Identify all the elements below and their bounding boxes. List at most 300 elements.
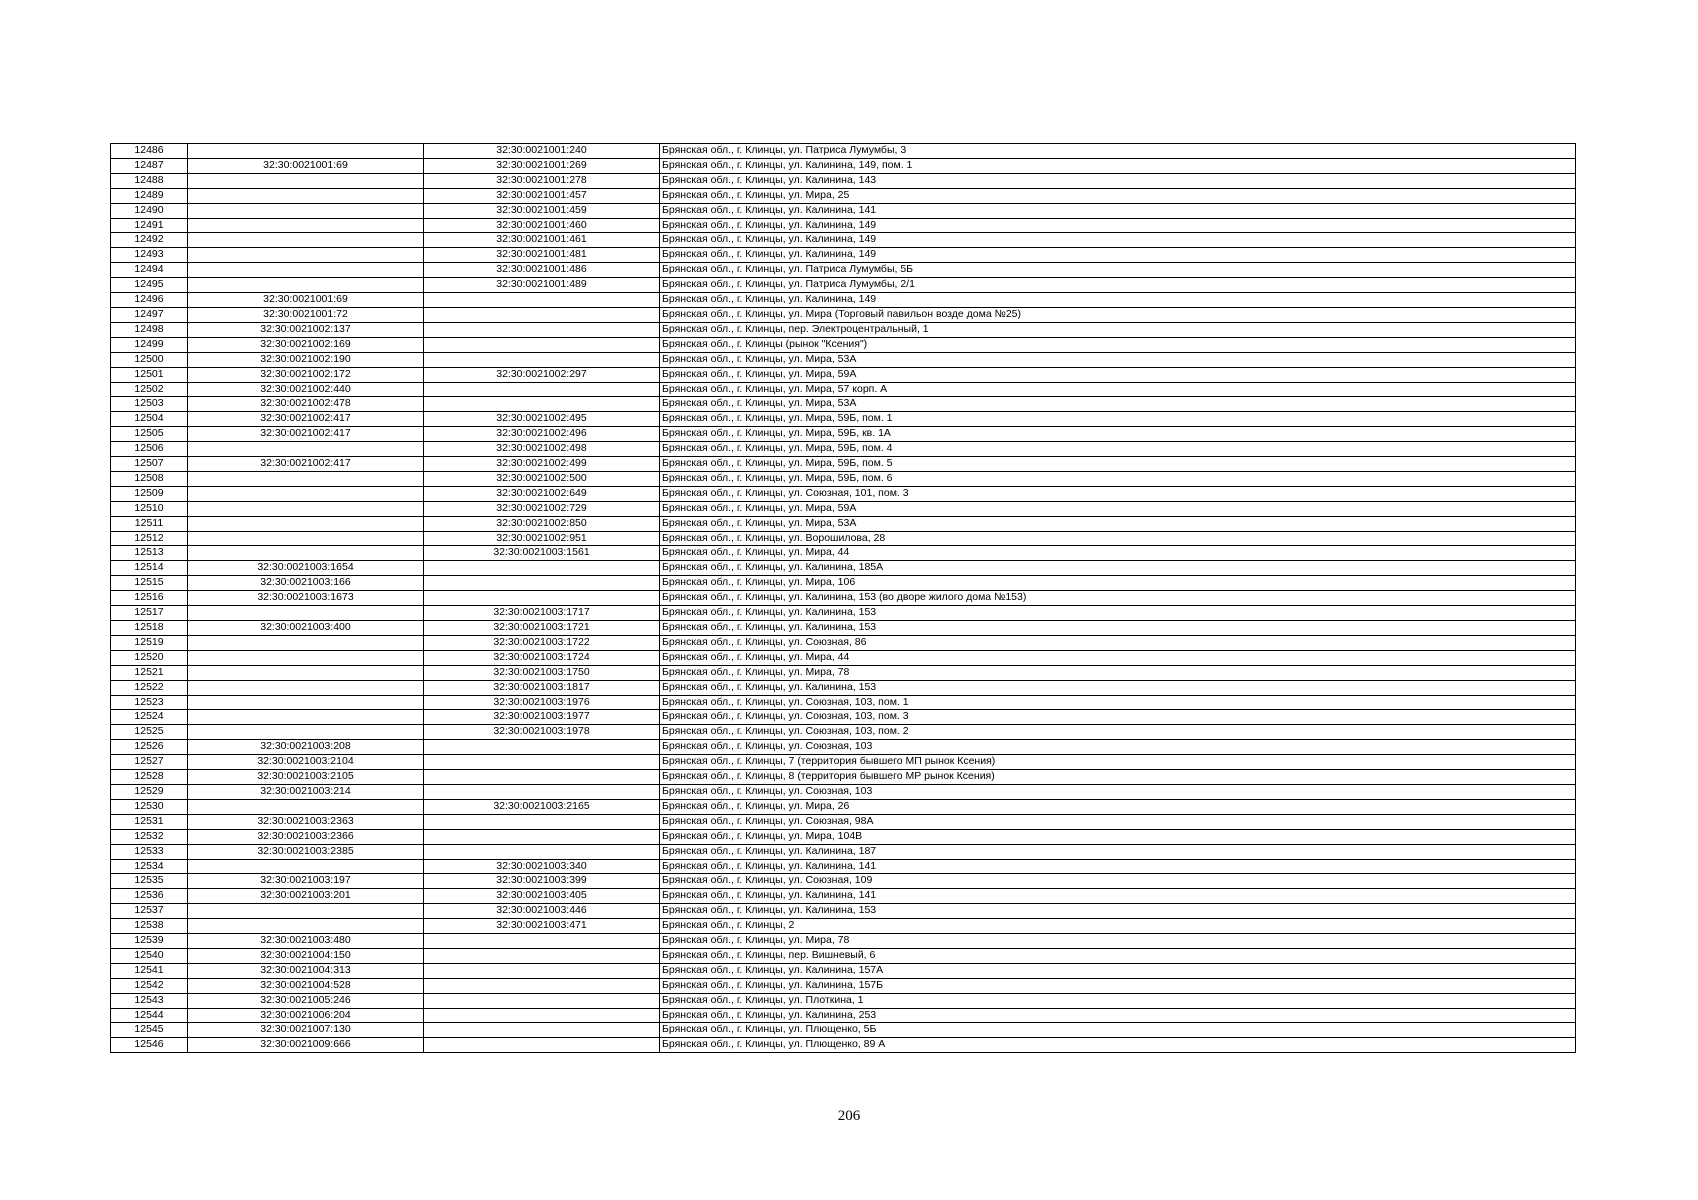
cadastral-object-cell: 32:30:0021003:1978 bbox=[424, 725, 660, 740]
table-row bbox=[111, 382, 1576, 397]
table-row bbox=[111, 158, 1576, 173]
cadastral-object-cell: 32:30:0021001:461 bbox=[424, 233, 660, 248]
cadastral-object-cell bbox=[424, 770, 660, 785]
address-cell: Брянская обл., г. Клинцы, ул. Калинина, 153 bbox=[660, 621, 1576, 636]
cadastral-number-cell bbox=[188, 516, 424, 531]
row-number-cell: 12537 bbox=[111, 904, 188, 919]
cadastral-number-cell bbox=[188, 248, 424, 263]
address-cell: Брянская обл., г. Клинцы, ул. Калинина, 153 bbox=[660, 606, 1576, 621]
row-number-cell: 12526 bbox=[111, 740, 188, 755]
address-cell: Брянская обл., г. Клинцы, ул. Союзная, 109 bbox=[660, 874, 1576, 889]
row-number-cell: 12494 bbox=[111, 263, 188, 278]
cadastral-object-cell: 32:30:0021002:850 bbox=[424, 516, 660, 531]
cadastral-object-cell: 32:30:0021003:405 bbox=[424, 889, 660, 904]
row-number-cell: 12521 bbox=[111, 665, 188, 680]
cadastral-number-cell: 32:30:0021003:166 bbox=[188, 576, 424, 591]
table-row bbox=[111, 486, 1576, 501]
cadastral-object-cell: 32:30:0021003:1717 bbox=[424, 606, 660, 621]
cadastral-number-cell bbox=[188, 471, 424, 486]
table-row bbox=[111, 322, 1576, 337]
cadastral-object-cell bbox=[424, 814, 660, 829]
address-cell: Брянская обл., г. Клинцы, ул. Калинина, 141 bbox=[660, 889, 1576, 904]
cadastral-object-cell: 32:30:0021002:649 bbox=[424, 486, 660, 501]
cadastral-number-cell bbox=[188, 665, 424, 680]
table-row bbox=[111, 591, 1576, 606]
row-number-cell: 12518 bbox=[111, 621, 188, 636]
cadastral-number-cell: 32:30:0021003:201 bbox=[188, 889, 424, 904]
address-cell: Брянская обл., г. Клинцы, ул. Мира, 53А bbox=[660, 397, 1576, 412]
row-number-cell: 12508 bbox=[111, 471, 188, 486]
cadastral-object-cell: 32:30:0021003:399 bbox=[424, 874, 660, 889]
address-cell: Брянская обл., г. Клинцы, ул. Калинина, 149 bbox=[660, 218, 1576, 233]
cadastral-object-cell bbox=[424, 934, 660, 949]
cadastral-number-cell bbox=[188, 546, 424, 561]
table-row bbox=[111, 203, 1576, 218]
table-row bbox=[111, 919, 1576, 934]
table-row bbox=[111, 412, 1576, 427]
row-number-cell: 12509 bbox=[111, 486, 188, 501]
address-cell: Брянская обл., г. Клинцы, ул. Мира, 25 bbox=[660, 188, 1576, 203]
table-row bbox=[111, 263, 1576, 278]
table-row bbox=[111, 978, 1576, 993]
cadastral-number-cell bbox=[188, 695, 424, 710]
address-cell: Брянская обл., г. Клинцы, ул. Мира, 59А bbox=[660, 501, 1576, 516]
cadastral-number-cell: 32:30:0021002:417 bbox=[188, 412, 424, 427]
row-number-cell: 12535 bbox=[111, 874, 188, 889]
cadastral-object-cell: 32:30:0021003:340 bbox=[424, 859, 660, 874]
table-row bbox=[111, 621, 1576, 636]
address-cell: Брянская обл., г. Клинцы, ул. Калинина, 187 bbox=[660, 844, 1576, 859]
table-row bbox=[111, 471, 1576, 486]
cadastral-object-cell bbox=[424, 829, 660, 844]
table-row bbox=[111, 606, 1576, 621]
cadastral-number-cell: 32:30:0021003:2363 bbox=[188, 814, 424, 829]
address-cell: Брянская обл., г. Клинцы, ул. Мира, 59Б, кв. 1А bbox=[660, 427, 1576, 442]
cadastral-number-cell bbox=[188, 173, 424, 188]
row-number-cell: 12501 bbox=[111, 367, 188, 382]
row-number-cell: 12534 bbox=[111, 859, 188, 874]
cadastral-object-cell bbox=[424, 293, 660, 308]
cadastral-number-cell bbox=[188, 799, 424, 814]
cadastral-object-cell: 32:30:0021003:1722 bbox=[424, 635, 660, 650]
row-number-cell: 12522 bbox=[111, 680, 188, 695]
address-cell: Брянская обл., г. Клинцы, 2 bbox=[660, 919, 1576, 934]
cadastral-object-cell: 32:30:0021002:951 bbox=[424, 531, 660, 546]
table-row bbox=[111, 144, 1576, 159]
registry-table bbox=[110, 143, 1576, 1053]
address-cell: Брянская обл., г. Клинцы, ул. Калинина, 149 bbox=[660, 248, 1576, 263]
address-cell: Брянская обл., г. Клинцы, ул. Мира, 26 bbox=[660, 799, 1576, 814]
cadastral-number-cell bbox=[188, 859, 424, 874]
cadastral-object-cell bbox=[424, 993, 660, 1008]
cadastral-number-cell: 32:30:0021003:1654 bbox=[188, 561, 424, 576]
cadastral-number-cell: 32:30:0021006:204 bbox=[188, 1008, 424, 1023]
row-number-cell: 12514 bbox=[111, 561, 188, 576]
row-number-cell: 12517 bbox=[111, 606, 188, 621]
cadastral-object-cell: 32:30:0021001:481 bbox=[424, 248, 660, 263]
table-row bbox=[111, 710, 1576, 725]
address-cell: Брянская обл., г. Клинцы, ул. Мира, 59А bbox=[660, 367, 1576, 382]
cadastral-object-cell bbox=[424, 397, 660, 412]
row-number-cell: 12540 bbox=[111, 948, 188, 963]
address-cell: Брянская обл., г. Клинцы, ул. Мира, 104В bbox=[660, 829, 1576, 844]
table-row bbox=[111, 1008, 1576, 1023]
address-cell: Брянская обл., г. Клинцы (рынок "Ксения") bbox=[660, 337, 1576, 352]
cadastral-number-cell bbox=[188, 144, 424, 159]
row-number-cell: 12536 bbox=[111, 889, 188, 904]
table-row bbox=[111, 784, 1576, 799]
row-number-cell: 12545 bbox=[111, 1023, 188, 1038]
cadastral-number-cell bbox=[188, 904, 424, 919]
cadastral-object-cell bbox=[424, 948, 660, 963]
row-number-cell: 12490 bbox=[111, 203, 188, 218]
address-cell: Брянская обл., г. Клинцы, ул. Калинина, 153 (во дворе жилого дома №153) bbox=[660, 591, 1576, 606]
row-number-cell: 12491 bbox=[111, 218, 188, 233]
cadastral-number-cell: 32:30:0021003:480 bbox=[188, 934, 424, 949]
row-number-cell: 12523 bbox=[111, 695, 188, 710]
row-number-cell: 12488 bbox=[111, 173, 188, 188]
table-row bbox=[111, 397, 1576, 412]
address-cell: Брянская обл., г. Клинцы, ул. Союзная, 103, пом. 2 bbox=[660, 725, 1576, 740]
row-number-cell: 12492 bbox=[111, 233, 188, 248]
row-number-cell: 12533 bbox=[111, 844, 188, 859]
cadastral-object-cell bbox=[424, 963, 660, 978]
cadastral-number-cell: 32:30:0021003:2104 bbox=[188, 755, 424, 770]
cadastral-object-cell bbox=[424, 561, 660, 576]
address-cell: Брянская обл., г. Клинцы, ул. Союзная, 103, пом. 1 bbox=[660, 695, 1576, 710]
cadastral-number-cell: 32:30:0021003:1673 bbox=[188, 591, 424, 606]
cadastral-object-cell: 32:30:0021002:729 bbox=[424, 501, 660, 516]
cadastral-number-cell bbox=[188, 725, 424, 740]
cadastral-object-cell bbox=[424, 576, 660, 591]
table-row bbox=[111, 889, 1576, 904]
row-number-cell: 12543 bbox=[111, 993, 188, 1008]
table-row bbox=[111, 993, 1576, 1008]
address-cell: Брянская обл., г. Клинцы, пер. Вишневый, 6 bbox=[660, 948, 1576, 963]
table-row bbox=[111, 188, 1576, 203]
cadastral-number-cell: 32:30:0021002:478 bbox=[188, 397, 424, 412]
row-number-cell: 12513 bbox=[111, 546, 188, 561]
cadastral-object-cell: 32:30:0021003:1721 bbox=[424, 621, 660, 636]
cadastral-number-cell bbox=[188, 218, 424, 233]
row-number-cell: 12507 bbox=[111, 457, 188, 472]
table-row bbox=[111, 963, 1576, 978]
cadastral-object-cell: 32:30:0021002:500 bbox=[424, 471, 660, 486]
row-number-cell: 12487 bbox=[111, 158, 188, 173]
cadastral-number-cell bbox=[188, 203, 424, 218]
address-cell: Брянская обл., г. Клинцы, ул. Мира, 44 bbox=[660, 650, 1576, 665]
row-number-cell: 12520 bbox=[111, 650, 188, 665]
cadastral-object-cell bbox=[424, 1038, 660, 1053]
address-cell: Брянская обл., г. Клинцы, ул. Мира, 78 bbox=[660, 665, 1576, 680]
table-row bbox=[111, 650, 1576, 665]
row-number-cell: 12516 bbox=[111, 591, 188, 606]
cadastral-number-cell: 32:30:0021002:172 bbox=[188, 367, 424, 382]
cadastral-number-cell bbox=[188, 278, 424, 293]
row-number-cell: 12519 bbox=[111, 635, 188, 650]
cadastral-number-cell: 32:30:0021004:150 bbox=[188, 948, 424, 963]
row-number-cell: 12546 bbox=[111, 1038, 188, 1053]
registry-table-body bbox=[111, 144, 1576, 1053]
cadastral-number-cell: 32:30:0021001:69 bbox=[188, 293, 424, 308]
cadastral-object-cell bbox=[424, 322, 660, 337]
cadastral-object-cell bbox=[424, 307, 660, 322]
cadastral-object-cell: 32:30:0021003:1561 bbox=[424, 546, 660, 561]
cadastral-object-cell: 32:30:0021003:1750 bbox=[424, 665, 660, 680]
cadastral-number-cell: 32:30:0021001:69 bbox=[188, 158, 424, 173]
table-row bbox=[111, 516, 1576, 531]
address-cell: Брянская обл., г. Клинцы, ул. Калинина, 185А bbox=[660, 561, 1576, 576]
row-number-cell: 12504 bbox=[111, 412, 188, 427]
cadastral-object-cell: 32:30:0021001:457 bbox=[424, 188, 660, 203]
cadastral-object-cell: 32:30:0021001:460 bbox=[424, 218, 660, 233]
table-row bbox=[111, 934, 1576, 949]
address-cell: Брянская обл., г. Клинцы, ул. Мира, 59Б, пом. 4 bbox=[660, 442, 1576, 457]
table-row bbox=[111, 844, 1576, 859]
cadastral-number-cell bbox=[188, 442, 424, 457]
row-number-cell: 12498 bbox=[111, 322, 188, 337]
table-row bbox=[111, 725, 1576, 740]
cadastral-number-cell: 32:30:0021002:190 bbox=[188, 352, 424, 367]
cadastral-object-cell bbox=[424, 352, 660, 367]
cadastral-number-cell bbox=[188, 635, 424, 650]
row-number-cell: 12499 bbox=[111, 337, 188, 352]
row-number-cell: 12512 bbox=[111, 531, 188, 546]
table-row bbox=[111, 173, 1576, 188]
cadastral-number-cell: 32:30:0021004:313 bbox=[188, 963, 424, 978]
table-row bbox=[111, 635, 1576, 650]
cadastral-object-cell: 32:30:0021002:297 bbox=[424, 367, 660, 382]
table-row bbox=[111, 367, 1576, 382]
table-row bbox=[111, 799, 1576, 814]
address-cell: Брянская обл., г. Клинцы, ул. Калинина, 141 bbox=[660, 203, 1576, 218]
cadastral-object-cell: 32:30:0021001:278 bbox=[424, 173, 660, 188]
row-number-cell: 12503 bbox=[111, 397, 188, 412]
cadastral-number-cell: 32:30:0021002:137 bbox=[188, 322, 424, 337]
cadastral-object-cell bbox=[424, 382, 660, 397]
address-cell: Брянская обл., г. Клинцы, ул. Мира, 44 bbox=[660, 546, 1576, 561]
address-cell: Брянская обл., г. Клинцы, ул. Союзная, 103, пом. 3 bbox=[660, 710, 1576, 725]
address-cell: Брянская обл., г. Клинцы, ул. Калинина, 157А bbox=[660, 963, 1576, 978]
address-cell: Брянская обл., г. Клинцы, ул. Калинина, 153 bbox=[660, 904, 1576, 919]
table-row bbox=[111, 442, 1576, 457]
cadastral-number-cell: 32:30:0021002:440 bbox=[188, 382, 424, 397]
address-cell: Брянская обл., г. Клинцы, ул. Мира, 53А bbox=[660, 352, 1576, 367]
cadastral-object-cell: 32:30:0021003:471 bbox=[424, 919, 660, 934]
row-number-cell: 12510 bbox=[111, 501, 188, 516]
cadastral-object-cell bbox=[424, 844, 660, 859]
cadastral-number-cell: 32:30:0021003:197 bbox=[188, 874, 424, 889]
row-number-cell: 12502 bbox=[111, 382, 188, 397]
address-cell: Брянская обл., г. Клинцы, ул. Калинина, 253 bbox=[660, 1008, 1576, 1023]
table-row bbox=[111, 948, 1576, 963]
table-row bbox=[111, 1038, 1576, 1053]
row-number-cell: 12511 bbox=[111, 516, 188, 531]
row-number-cell: 12497 bbox=[111, 307, 188, 322]
address-cell: Брянская обл., г. Клинцы, ул. Калинина, 157Б bbox=[660, 978, 1576, 993]
address-cell: Брянская обл., г. Клинцы, ул. Мира, 106 bbox=[660, 576, 1576, 591]
table-row bbox=[111, 740, 1576, 755]
row-number-cell: 12544 bbox=[111, 1008, 188, 1023]
address-cell: Брянская обл., г. Клинцы, ул. Плющенко, 89 А bbox=[660, 1038, 1576, 1053]
row-number-cell: 12489 bbox=[111, 188, 188, 203]
cadastral-number-cell: 32:30:0021003:2366 bbox=[188, 829, 424, 844]
cadastral-number-cell bbox=[188, 233, 424, 248]
address-cell: Брянская обл., г. Клинцы, 7 (территория бывшего МП рынок Ксения) bbox=[660, 755, 1576, 770]
cadastral-number-cell bbox=[188, 650, 424, 665]
table-row bbox=[111, 561, 1576, 576]
table-row bbox=[111, 680, 1576, 695]
cadastral-number-cell bbox=[188, 501, 424, 516]
cadastral-number-cell: 32:30:0021005:246 bbox=[188, 993, 424, 1008]
row-number-cell: 12538 bbox=[111, 919, 188, 934]
cadastral-object-cell: 32:30:0021003:1817 bbox=[424, 680, 660, 695]
address-cell: Брянская обл., г. Клинцы, ул. Патриса Лумумбы, 5Б bbox=[660, 263, 1576, 278]
cadastral-object-cell: 32:30:0021002:495 bbox=[424, 412, 660, 427]
cadastral-number-cell bbox=[188, 606, 424, 621]
cadastral-number-cell: 32:30:0021003:2105 bbox=[188, 770, 424, 785]
table-row bbox=[111, 576, 1576, 591]
table-row bbox=[111, 531, 1576, 546]
row-number-cell: 12528 bbox=[111, 770, 188, 785]
row-number-cell: 12495 bbox=[111, 278, 188, 293]
table-row bbox=[111, 814, 1576, 829]
table-row bbox=[111, 278, 1576, 293]
table-row bbox=[111, 874, 1576, 889]
table-row bbox=[111, 546, 1576, 561]
cadastral-object-cell bbox=[424, 337, 660, 352]
address-cell: Брянская обл., г. Клинцы, ул. Калинина, 153 bbox=[660, 680, 1576, 695]
address-cell: Брянская обл., г. Клинцы, ул. Союзная, 86 bbox=[660, 635, 1576, 650]
row-number-cell: 12524 bbox=[111, 710, 188, 725]
table-row bbox=[111, 457, 1576, 472]
table-row bbox=[111, 233, 1576, 248]
row-number-cell: 12529 bbox=[111, 784, 188, 799]
table-row bbox=[111, 337, 1576, 352]
table-row bbox=[111, 307, 1576, 322]
cadastral-object-cell: 32:30:0021003:1977 bbox=[424, 710, 660, 725]
address-cell: Брянская обл., г. Клинцы, ул. Союзная, 103 bbox=[660, 740, 1576, 755]
address-cell: Брянская обл., г. Клинцы, ул. Калинина, 143 bbox=[660, 173, 1576, 188]
address-cell: Брянская обл., г. Клинцы, ул. Союзная, 101, пом. 3 bbox=[660, 486, 1576, 501]
row-number-cell: 12496 bbox=[111, 293, 188, 308]
table-row bbox=[111, 695, 1576, 710]
cadastral-object-cell: 32:30:0021003:446 bbox=[424, 904, 660, 919]
cadastral-object-cell: 32:30:0021002:496 bbox=[424, 427, 660, 442]
cadastral-object-cell: 32:30:0021003:2165 bbox=[424, 799, 660, 814]
table-row bbox=[111, 427, 1576, 442]
cadastral-object-cell bbox=[424, 1023, 660, 1038]
row-number-cell: 12515 bbox=[111, 576, 188, 591]
table-row bbox=[111, 665, 1576, 680]
address-cell: Брянская обл., г. Клинцы, ул. Калинина, 149 bbox=[660, 293, 1576, 308]
cadastral-number-cell: 32:30:0021007:130 bbox=[188, 1023, 424, 1038]
cadastral-object-cell bbox=[424, 740, 660, 755]
address-cell: Брянская обл., г. Клинцы, ул. Мира, 59Б, пом. 1 bbox=[660, 412, 1576, 427]
cadastral-object-cell bbox=[424, 1008, 660, 1023]
address-cell: Брянская обл., г. Клинцы, ул. Мира, 53А bbox=[660, 516, 1576, 531]
row-number-cell: 12539 bbox=[111, 934, 188, 949]
cadastral-object-cell: 32:30:0021003:1976 bbox=[424, 695, 660, 710]
cadastral-object-cell: 32:30:0021001:459 bbox=[424, 203, 660, 218]
cadastral-number-cell: 32:30:0021002:417 bbox=[188, 457, 424, 472]
address-cell: Брянская обл., г. Клинцы, пер. Электроцентральный, 1 bbox=[660, 322, 1576, 337]
address-cell: Брянская обл., г. Клинцы, ул. Мира, 59Б, пом. 6 bbox=[660, 471, 1576, 486]
cadastral-object-cell: 32:30:0021002:498 bbox=[424, 442, 660, 457]
row-number-cell: 12541 bbox=[111, 963, 188, 978]
address-cell: Брянская обл., г. Клинцы, ул. Плющенко, 5Б bbox=[660, 1023, 1576, 1038]
cadastral-number-cell: 32:30:0021002:417 bbox=[188, 427, 424, 442]
cadastral-number-cell: 32:30:0021009:666 bbox=[188, 1038, 424, 1053]
cadastral-number-cell bbox=[188, 919, 424, 934]
address-cell: Брянская обл., г. Клинцы, ул. Мира, 59Б, пом. 5 bbox=[660, 457, 1576, 472]
row-number-cell: 12531 bbox=[111, 814, 188, 829]
cadastral-number-cell bbox=[188, 263, 424, 278]
cadastral-object-cell: 32:30:0021001:486 bbox=[424, 263, 660, 278]
cadastral-number-cell bbox=[188, 486, 424, 501]
cadastral-number-cell: 32:30:0021002:169 bbox=[188, 337, 424, 352]
cadastral-object-cell: 32:30:0021001:240 bbox=[424, 144, 660, 159]
address-cell: Брянская обл., г. Клинцы, ул. Мира, 57 корп. А bbox=[660, 382, 1576, 397]
cadastral-object-cell bbox=[424, 978, 660, 993]
cadastral-object-cell: 32:30:0021001:269 bbox=[424, 158, 660, 173]
address-cell: Брянская обл., г. Клинцы, ул. Патриса Лумумбы, 3 bbox=[660, 144, 1576, 159]
address-cell: Брянская обл., г. Клинцы, ул. Мира, 78 bbox=[660, 934, 1576, 949]
table-row bbox=[111, 1023, 1576, 1038]
table-row bbox=[111, 218, 1576, 233]
table-row bbox=[111, 501, 1576, 516]
cadastral-number-cell: 32:30:0021003:2385 bbox=[188, 844, 424, 859]
row-number-cell: 12486 bbox=[111, 144, 188, 159]
row-number-cell: 12532 bbox=[111, 829, 188, 844]
cadastral-object-cell bbox=[424, 591, 660, 606]
address-cell: Брянская обл., г. Клинцы, ул. Союзная, 103 bbox=[660, 784, 1576, 799]
table-row bbox=[111, 770, 1576, 785]
row-number-cell: 12530 bbox=[111, 799, 188, 814]
cadastral-object-cell: 32:30:0021003:1724 bbox=[424, 650, 660, 665]
table-row bbox=[111, 859, 1576, 874]
cadastral-number-cell: 32:30:0021003:400 bbox=[188, 621, 424, 636]
row-number-cell: 12527 bbox=[111, 755, 188, 770]
row-number-cell: 12542 bbox=[111, 978, 188, 993]
cadastral-number-cell: 32:30:0021003:214 bbox=[188, 784, 424, 799]
address-cell: Брянская обл., г. Клинцы, ул. Ворошилова, 28 bbox=[660, 531, 1576, 546]
row-number-cell: 12493 bbox=[111, 248, 188, 263]
cadastral-number-cell bbox=[188, 188, 424, 203]
row-number-cell: 12505 bbox=[111, 427, 188, 442]
address-cell: Брянская обл., г. Клинцы, ул. Мира (Торговый павильон возде дома №25) bbox=[660, 307, 1576, 322]
address-cell: Брянская обл., г. Клинцы, ул. Патриса Лумумбы, 2/1 bbox=[660, 278, 1576, 293]
table-row bbox=[111, 755, 1576, 770]
address-cell: Брянская обл., г. Клинцы, ул. Калинина, 149, пом. 1 bbox=[660, 158, 1576, 173]
cadastral-number-cell: 32:30:0021004:528 bbox=[188, 978, 424, 993]
cadastral-object-cell bbox=[424, 784, 660, 799]
cadastral-object-cell bbox=[424, 755, 660, 770]
cadastral-object-cell: 32:30:0021002:499 bbox=[424, 457, 660, 472]
cadastral-number-cell: 32:30:0021003:208 bbox=[188, 740, 424, 755]
table-row bbox=[111, 293, 1576, 308]
table-row bbox=[111, 904, 1576, 919]
address-cell: Брянская обл., г. Клинцы, ул. Калинина, 149 bbox=[660, 233, 1576, 248]
cadastral-number-cell: 32:30:0021001:72 bbox=[188, 307, 424, 322]
row-number-cell: 12525 bbox=[111, 725, 188, 740]
address-cell: Брянская обл., г. Клинцы, ул. Союзная, 98А bbox=[660, 814, 1576, 829]
address-cell: Брянская обл., г. Клинцы, ул. Калинина, 141 bbox=[660, 859, 1576, 874]
cadastral-number-cell bbox=[188, 680, 424, 695]
cadastral-number-cell bbox=[188, 710, 424, 725]
row-number-cell: 12500 bbox=[111, 352, 188, 367]
table-row bbox=[111, 248, 1576, 263]
